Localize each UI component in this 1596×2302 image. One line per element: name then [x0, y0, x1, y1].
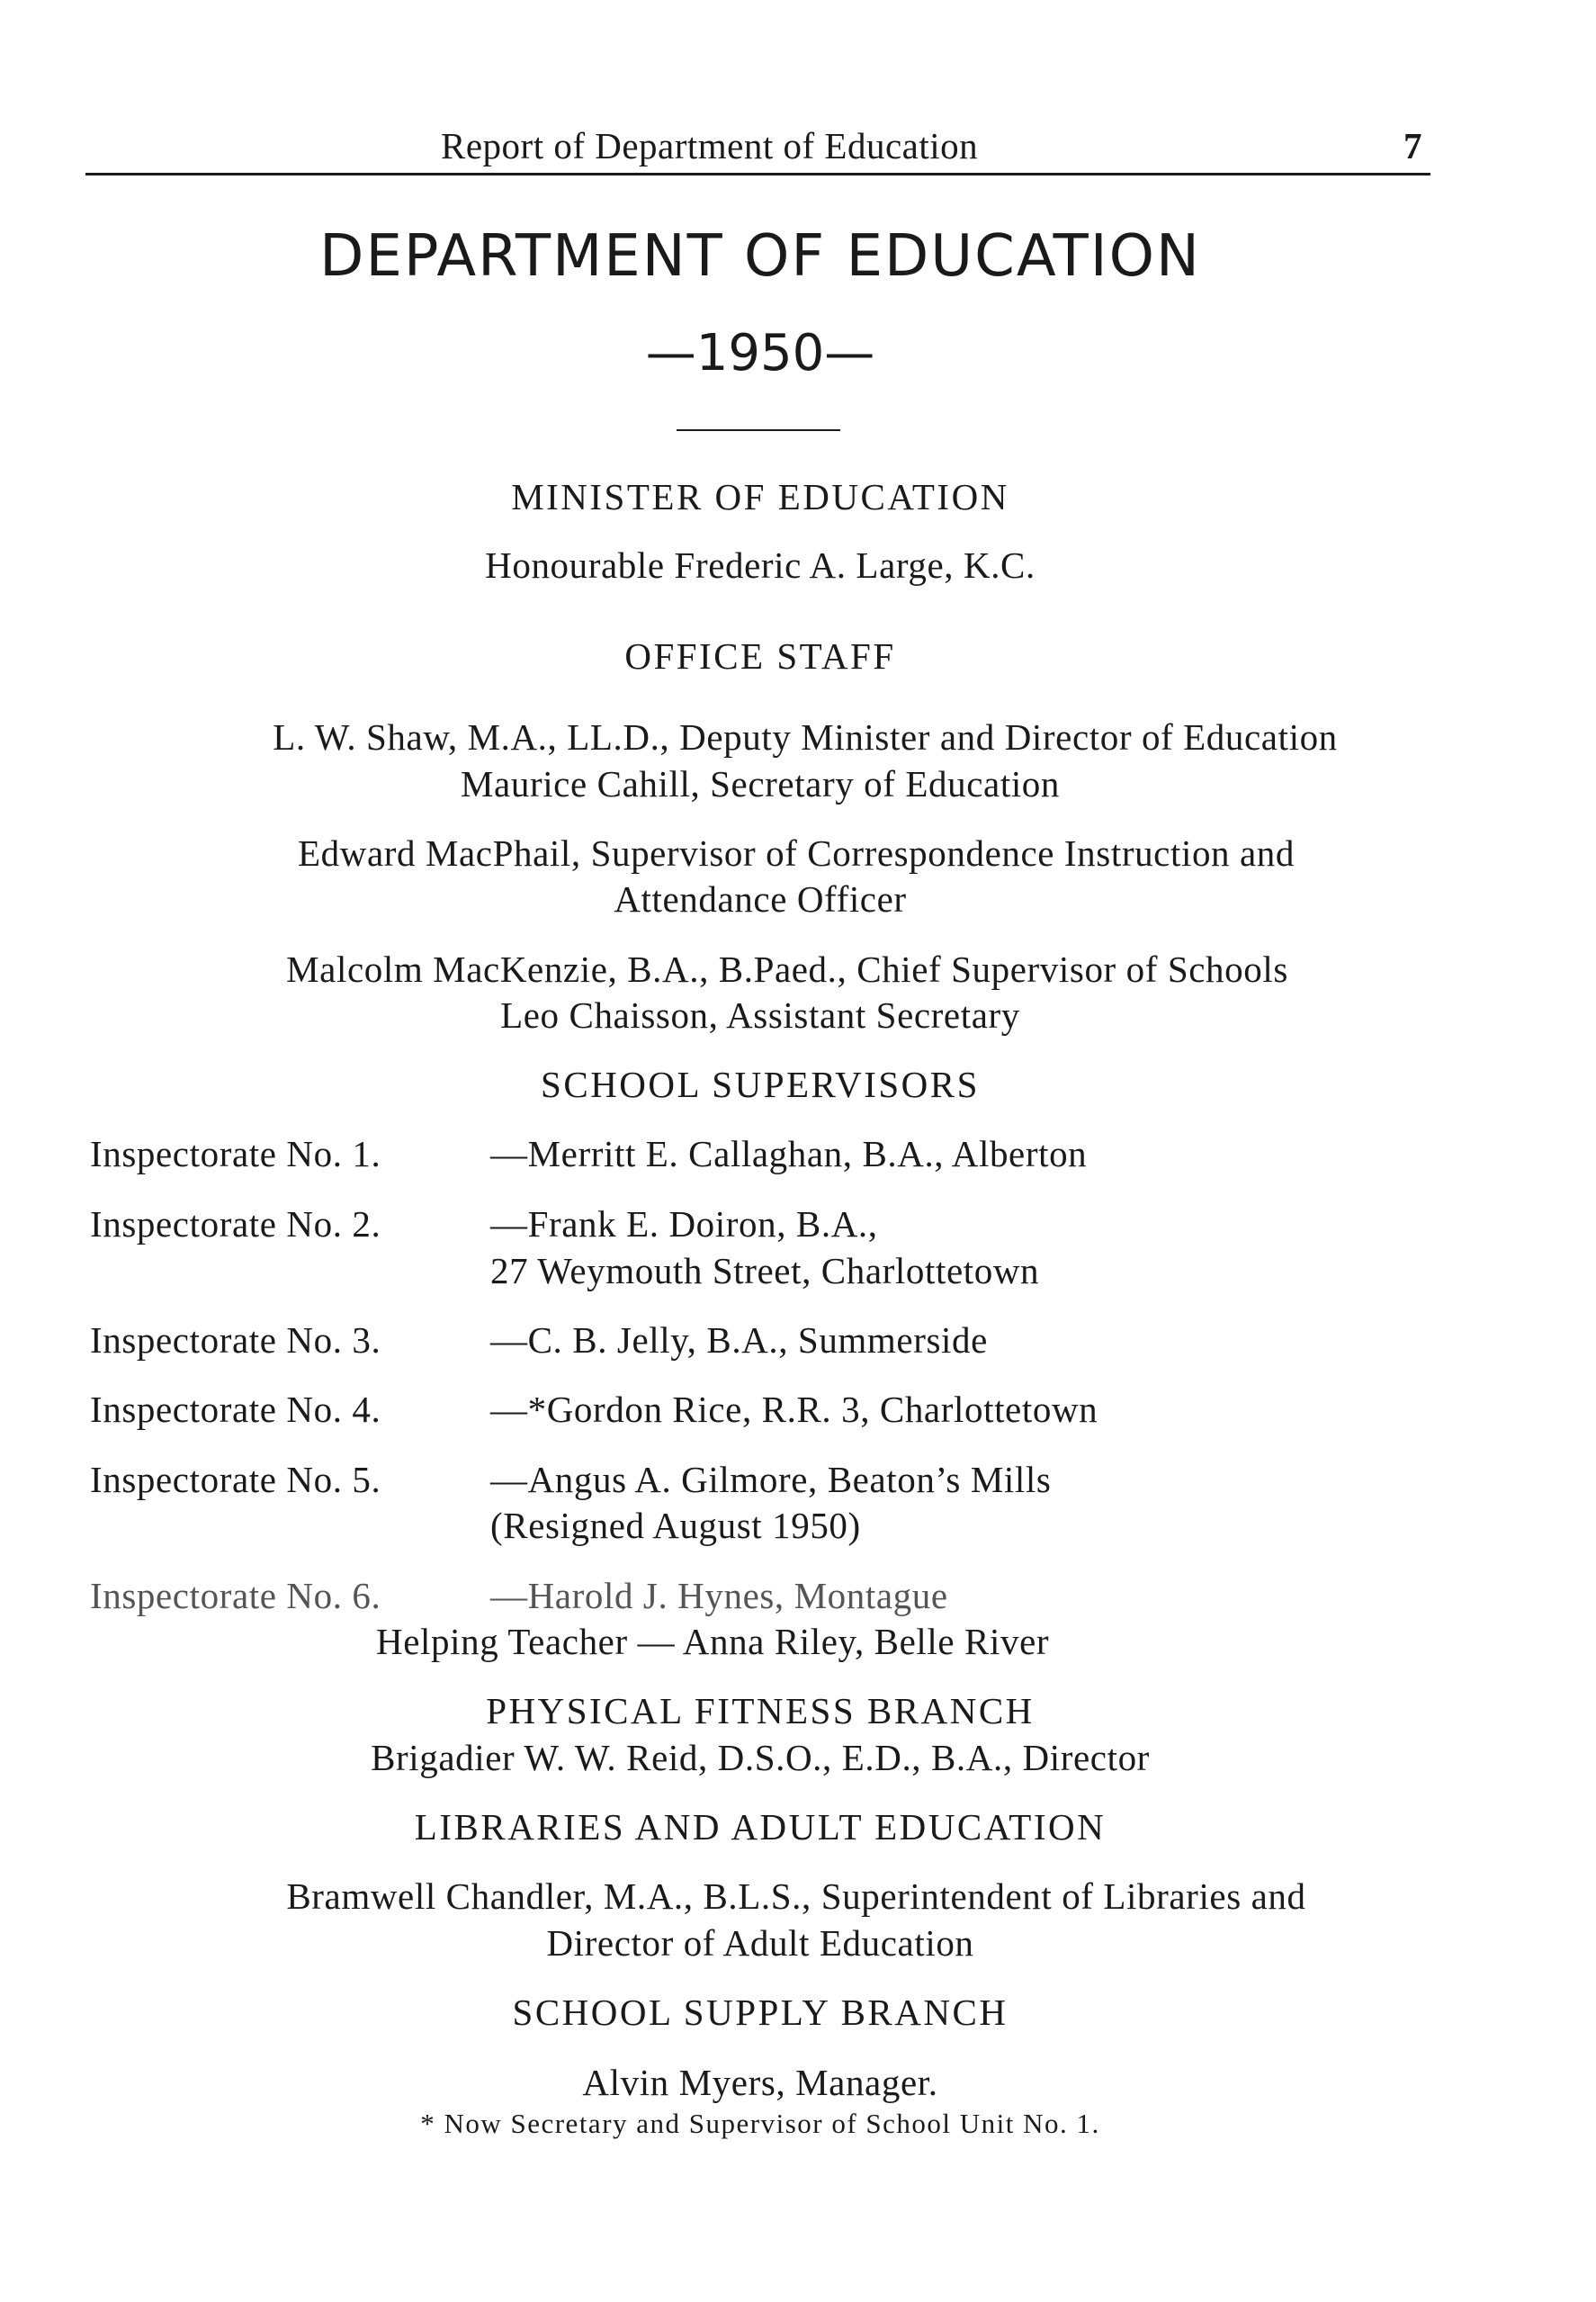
inspectorate-row [90, 1202, 878, 1245]
office-staff-line: Edward MacPhail, Supervisor of Correspondence Instruction and [297, 832, 1296, 874]
office-staff-line: L. W. Shaw, M.A., LL.D., Deputy Minister and Director of Education [273, 716, 1338, 758]
inspectorate-label: Inspectorate No. 2. [90, 1203, 381, 1245]
inspectorate-continuation: (Resigned August 1950) [490, 1505, 861, 1546]
inspectorate-row [90, 1574, 948, 1617]
school-supply-manager: Alvin Myers, Manager. [582, 2062, 938, 2103]
page-title: DEPARTMENT OF EDUCATION [319, 223, 1201, 290]
libraries-line: Director of Adult Education [546, 1922, 974, 1964]
inspectorate-label: Inspectorate No. 4. [90, 1389, 381, 1430]
inspectorate-detail: —*Gordon Rice, R.R. 3, Charlottetown [490, 1389, 1098, 1430]
helping-teacher: Helping Teacher — Anna Riley, Belle River [376, 1621, 1050, 1662]
title-divider [677, 429, 840, 431]
inspectorate-label: Inspectorate No. 6. [90, 1575, 381, 1616]
inspectorate-detail: —Harold J. Hynes, Montague [490, 1575, 948, 1616]
running-header: Report of Department of Education [441, 125, 979, 166]
libraries-heading: LIBRARIES AND ADULT EDUCATION [414, 1806, 1107, 1848]
inspectorate-row [90, 1458, 1051, 1501]
footnote: * Now Secretary and Supervisor of School Unit No. 1. [420, 2108, 1100, 2139]
inspectorate-detail: —Angus A. Gilmore, Beaton’s Mills [490, 1459, 1052, 1500]
office-staff-line: Malcolm MacKenzie, B.A., B.Paed., Chief Supervisor of Schools [286, 949, 1288, 990]
inspectorate-continuation: 27 Weymouth Street, Charlottetown [490, 1250, 1040, 1291]
title-year: —1950— [645, 324, 875, 382]
minister-heading: MINISTER OF EDUCATION [511, 476, 1009, 517]
inspectorate-label: Inspectorate No. 1. [90, 1133, 381, 1174]
office-staff-heading: OFFICE STAFF [624, 635, 896, 677]
inspectorate-row [90, 1388, 1098, 1431]
physical-fitness-director: Brigadier W. W. Reid, D.S.O., E.D., B.A., Director [371, 1737, 1150, 1778]
school-supervisors-heading: SCHOOL SUPERVISORS [541, 1064, 980, 1105]
libraries-line: Bramwell Chandler, M.A., B.L.S., Superintendent of Libraries and [286, 1875, 1306, 1917]
inspectorate-detail: —Merritt E. Callaghan, B.A., Alberton [490, 1133, 1088, 1174]
physical-fitness-heading: PHYSICAL FITNESS BRANCH [486, 1690, 1035, 1731]
page-number: 7 [1403, 125, 1422, 166]
inspectorate-row [90, 1318, 988, 1362]
inspectorate-detail: —Frank E. Doiron, B.A., [490, 1203, 878, 1245]
header-rule [85, 173, 1430, 175]
inspectorate-detail: —C. B. Jelly, B.A., Summerside [490, 1319, 988, 1361]
office-staff-line: Leo Chaisson, Assistant Secretary [500, 994, 1020, 1036]
office-staff-line: Maurice Cahill, Secretary of Education [460, 763, 1061, 805]
inspectorate-label: Inspectorate No. 5. [90, 1459, 381, 1500]
inspectorate-label: Inspectorate No. 3. [90, 1319, 381, 1361]
inspectorate-row [90, 1132, 1087, 1175]
school-supply-heading: SCHOOL SUPPLY BRANCH [512, 1992, 1009, 2033]
minister-name: Honourable Frederic A. Large, K.C. [485, 544, 1036, 586]
office-staff-line: Attendance Officer [614, 878, 907, 920]
